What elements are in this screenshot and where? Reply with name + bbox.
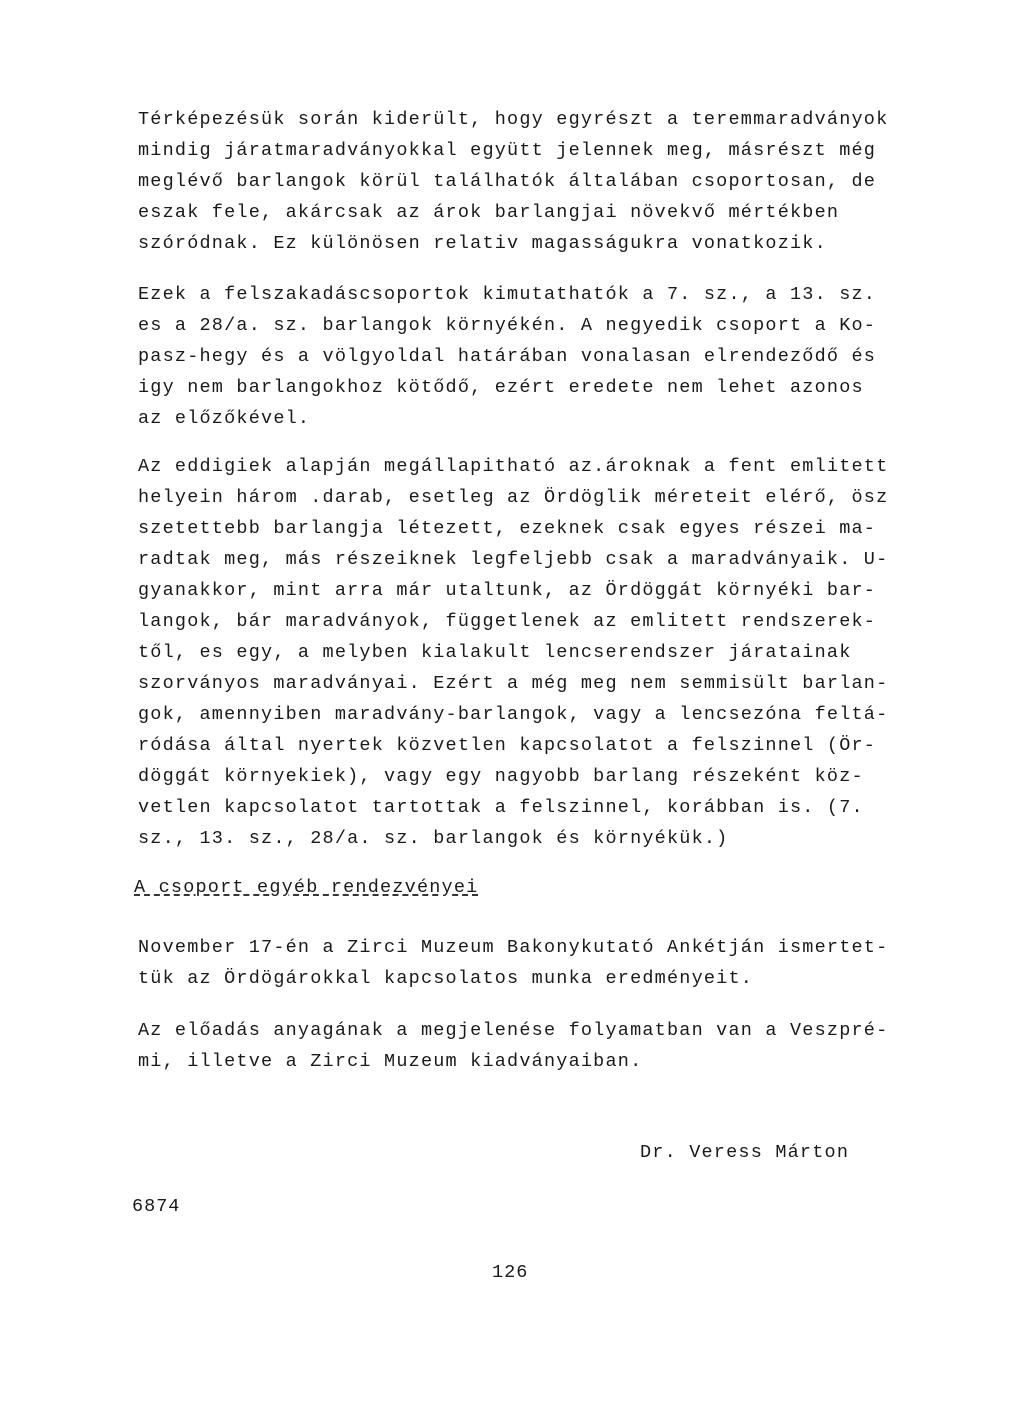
text-line: szetettebb barlangja létezett, ezeknek csak egyes részei ma- (138, 518, 877, 539)
text-line: Ezek a felszakadáscsoportok kimutathatók a 7. sz., a 13. sz. (138, 284, 877, 305)
text-line: Az előadás anyagának a megjelenése folyamatban van a Veszpré- (138, 1020, 889, 1041)
text-line: gok, amennyiben maradvány-barlangok, vagy a lencsezóna feltá- (138, 704, 889, 725)
text-line: es a 28/a. sz. barlangok környékén. A negyedik csoport a Ko- (138, 315, 877, 336)
text-line: mindig járatmaradványokkal együtt jelennek meg, másrészt még (138, 140, 877, 161)
text-line: döggát környekiek), vagy egy nagyobb barlang részeként köz- (138, 766, 864, 787)
text-line: szorványos maradványai. Ezért a még meg nem semmisült barlan- (138, 673, 889, 694)
text-line: langok, bár maradványok, függetlenek az emlitett rendszerek- (138, 611, 877, 632)
text-line: től, es egy, a melyben kialakult lencserendszer járatainak (138, 642, 852, 663)
catalog-number: 6874 (132, 1196, 181, 1217)
text-line: helyein három .darab, esetleg az Ördöglik méreteit elérő, ösz (138, 487, 889, 508)
text-line: radtak meg, más részeiknek legfeljebb csak a maradványaik. U- (138, 549, 889, 570)
section-heading: A csoport egyéb rendezvényei (134, 877, 479, 898)
text-line: ródása által nyertek közvetlen kapcsolatot a felszinnel (Ör- (138, 735, 877, 756)
text-line: szóródnak. Ez különösen relativ magasságukra vonatkozik. (138, 233, 827, 254)
text-line: Az eddigiek alapján megállapitható az.ároknak a fent emlitett (138, 456, 889, 477)
page-number: 126 (492, 1262, 529, 1283)
author-signature: Dr. Veress Márton (640, 1142, 850, 1163)
text-line: sz., 13. sz., 28/a. sz. barlangok és környékük.) (138, 828, 729, 849)
text-line: pasz-hegy és a völgyoldal határában vonalasan elrendeződő és (138, 346, 877, 367)
text-line: Térképezésük során kiderült, hogy egyrészt a teremmaradványok (138, 109, 889, 130)
text-line: az előzőkével. (138, 408, 311, 429)
text-line: November 17-én a Zirci Muzeum Bakonykutató Ankétján ismertet- (138, 937, 889, 958)
text-line: tük az Ördögárokkal kapcsolatos munka eredményeit. (138, 968, 754, 989)
text-line: igy nem barlangokhoz kötődő, ezért eredete nem lehet azonos (138, 377, 864, 398)
text-line: vetlen kapcsolatot tartottak a felszinnel, korábban is. (7. (138, 797, 864, 818)
text-line: meglévő barlangok körül találhatók általában csoportosan, de (138, 171, 877, 192)
text-line: mi, illetve a Zirci Muzeum kiadványaiban. (138, 1051, 643, 1072)
text-line: eszak fele, akárcsak az árok barlangjai növekvő mértékben (138, 202, 840, 223)
text-line: gyanakkor, mint arra már utaltunk, az Ördöggát környéki bar- (138, 580, 877, 601)
